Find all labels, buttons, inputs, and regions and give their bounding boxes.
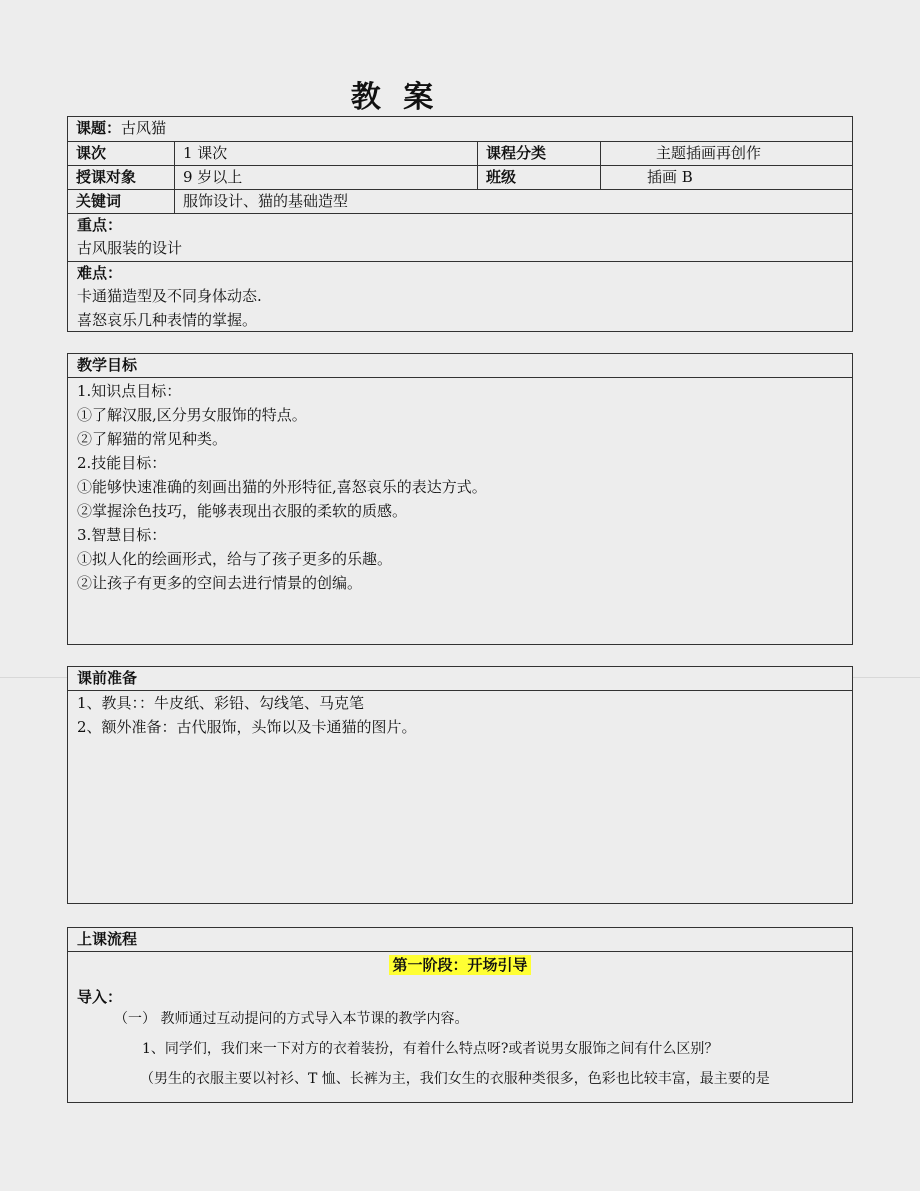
preparation-heading: 课前准备 (77, 669, 138, 687)
lesson-label: 课次 (76, 144, 107, 162)
topic-value: 古风猫 (121, 119, 167, 137)
objective-line: 1.知识点目标： (77, 382, 182, 400)
audience-label: 授课对象 (76, 168, 137, 186)
process-item: 1、同学们，我们来一下对方的衣着装扮，有着什么特点呀?或者说男女服饰之间有什么区别？ (142, 1041, 719, 1057)
difficulty-line: 喜怒哀乐几种表情的掌握。 (77, 311, 258, 329)
preparation-line: 2、额外准备：古代服饰，头饰以及卡通猫的图片。 (77, 718, 417, 736)
objectives-heading: 教学目标 (77, 356, 138, 374)
topic-label: 课题： (76, 119, 122, 137)
topic-row (68, 117, 852, 142)
audience-value: 9 岁以上 (174, 166, 477, 189)
class-value: 插画 B (600, 166, 854, 189)
process-section (67, 927, 853, 1103)
objective-line: ②让孩子有更多的空间去进行情景的创编。 (77, 574, 363, 592)
objective-line: ①拟人化的绘画形式，给与了孩子更多的乐趣。 (77, 550, 393, 568)
difficulty-row (68, 262, 852, 333)
preparation-line: 1、教具：：牛皮纸、彩铅、勾线笔、马克笔 (77, 694, 365, 712)
stage-title: 第一阶段：开场引导 (389, 955, 530, 975)
lesson-value: 1 课次 (174, 142, 477, 165)
preparation-section (67, 666, 853, 904)
difficulty-line: 卡通猫造型及不同身体动态. (77, 287, 262, 305)
key-points-row (68, 214, 852, 262)
lesson-info-table (67, 116, 853, 332)
process-item: （男生的衣服主要以衬衫、T 恤、长裤为主，我们女生的衣服种类很多，色彩也比较丰富，最主要的是 (140, 1071, 770, 1087)
key-points-label: 重点： (77, 216, 123, 234)
page-title: 教 案 (350, 80, 440, 115)
process-heading: 上课流程 (77, 930, 138, 948)
objective-line: ①了解汉服,区分男女服饰的特点。 (77, 406, 307, 424)
keywords-row (68, 190, 852, 214)
intro-label: 导入： (77, 988, 123, 1006)
keywords-label: 关键词 (76, 192, 122, 210)
class-label: 班级 (477, 166, 600, 189)
audience-row (68, 166, 852, 190)
objective-line: 3.智慧目标： (77, 526, 167, 544)
keywords-value: 服饰设计、猫的基础造型 (174, 190, 854, 213)
objective-line: ②掌握涂色技巧，能够表现出衣服的柔软的质感。 (77, 502, 408, 520)
lesson-row (68, 142, 852, 166)
objectives-section (67, 353, 853, 645)
category-value: 主题插画再创作 (600, 142, 854, 165)
objective-line: ①能够快速准确的刻画出猫的外形特征,喜怒哀乐的表达方式。 (77, 478, 487, 496)
objective-line: 2.技能目标： (77, 454, 167, 472)
objective-line: ②了解猫的常见种类。 (77, 430, 228, 448)
category-label: 课程分类 (477, 142, 600, 165)
difficulty-label: 难点： (77, 264, 123, 282)
key-points-value: 古风服装的设计 (77, 239, 183, 257)
process-item: （一） 教师通过互动提问的方式导入本节课的教学内容。 (114, 1011, 469, 1027)
